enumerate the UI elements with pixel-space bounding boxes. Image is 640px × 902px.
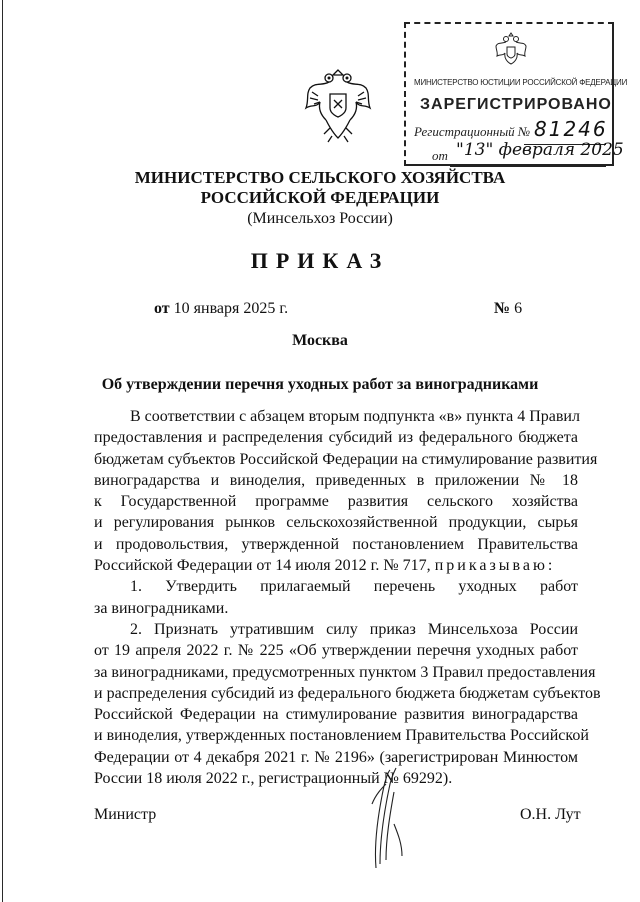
body-line: Российской Федерации на стимулирование развития виноградарства <box>94 706 578 724</box>
ministry-short-name: (Минсельхоз России) <box>247 210 393 227</box>
order-date <box>154 300 288 318</box>
signer-name: О.Н. Лут <box>520 806 581 823</box>
stamp-date-label: от <box>432 148 448 163</box>
coat-of-arms-icon <box>300 64 376 146</box>
body-line: и виноделия, утвержденных постановлением Правительства Российской <box>94 727 589 745</box>
body-line: бюджетам субъектов Российской Федерации на стимулирование развития <box>94 450 598 468</box>
order-date-value: 10 января 2025 г. <box>173 300 289 317</box>
stamp-regnum-value: 81246 <box>534 117 608 141</box>
stamp-regnum-label: Регистрационный № <box>414 124 531 139</box>
body-line: 1. Утвердить прилагаемый перечень уходных работ <box>130 578 578 596</box>
stamp-ministry-text: МИНИСТЕРСТВО ЮСТИЦИИ РОССИЙСКОЙ ФЕДЕРАЦИИ <box>414 78 628 87</box>
stamp-registered-text: ЗАРЕГИСТРИРОВАНО <box>420 96 612 113</box>
body-line: Федерации от 4 декабря 2021 г. № 2196» (зарегистрирован Минюстом <box>94 748 578 766</box>
scan-edge <box>2 0 3 902</box>
body-line-text: Российской Федерации от 14 июля 2012 г. № 717, <box>94 557 431 575</box>
document-title: Об утверждении перечня уходных работ за виноградниками <box>101 376 539 393</box>
order-number-value: 6 <box>514 300 523 317</box>
body-line: России 18 июля 2022 г., регистрационный № 69292). <box>94 770 453 788</box>
body-line: за виноградниками, предусмотренных пунктом 3 Правил предоставления <box>94 663 596 681</box>
body-line: к Государственной программе развития сельского хозяйства <box>94 493 578 511</box>
body-line: 2. Признать утратившим силу приказ Минсельхоза России <box>130 620 578 638</box>
stamp-date-underline <box>450 166 606 167</box>
registration-stamp <box>404 22 628 166</box>
body-line: за виноградниками. <box>94 599 229 617</box>
body-line: от 19 апреля 2022 г. № 225 «Об утверждении перечня уходных работ <box>94 642 578 660</box>
body-line: виноградарства и виноделия, приведенных в приложении № 18 <box>94 471 578 489</box>
order-number <box>494 300 522 318</box>
body-line: и регулирования рынков сельскохозяйственной продукции, сырья <box>94 514 578 532</box>
order-directive: приказываю: <box>434 557 556 575</box>
ministry-name-line1: МИНИСТЕРСТВО СЕЛЬСКОГО ХОЗЯЙСТВА <box>134 168 506 187</box>
document-body <box>94 406 601 789</box>
order-date-prefix: от <box>154 300 170 317</box>
order-number-prefix: № <box>494 300 511 317</box>
order-city: Москва <box>292 332 348 349</box>
document-type: ПРИКАЗ <box>250 248 390 273</box>
body-line: и распределения субсидий из федерального бюджета бюджетам субъектов <box>94 684 601 702</box>
body-line: и продовольствия, утвержденной постановлением Правительства <box>94 535 578 553</box>
body-line: предоставления и распределения субсидий из федерального бюджета <box>94 429 578 447</box>
body-line-last <box>94 555 578 576</box>
ministry-name-line2: РОССИЙСКОЙ ФЕДЕРАЦИИ <box>200 188 440 207</box>
stamp-date-value: "13" февраля 2025 <box>456 140 624 160</box>
body-line: В соответствии с абзацем вторым подпункта «в» пункта 4 Правил <box>130 408 580 425</box>
stamp-coat-of-arms-icon <box>494 32 528 70</box>
signer-title: Министр <box>94 806 157 823</box>
handwritten-signature <box>358 764 418 874</box>
